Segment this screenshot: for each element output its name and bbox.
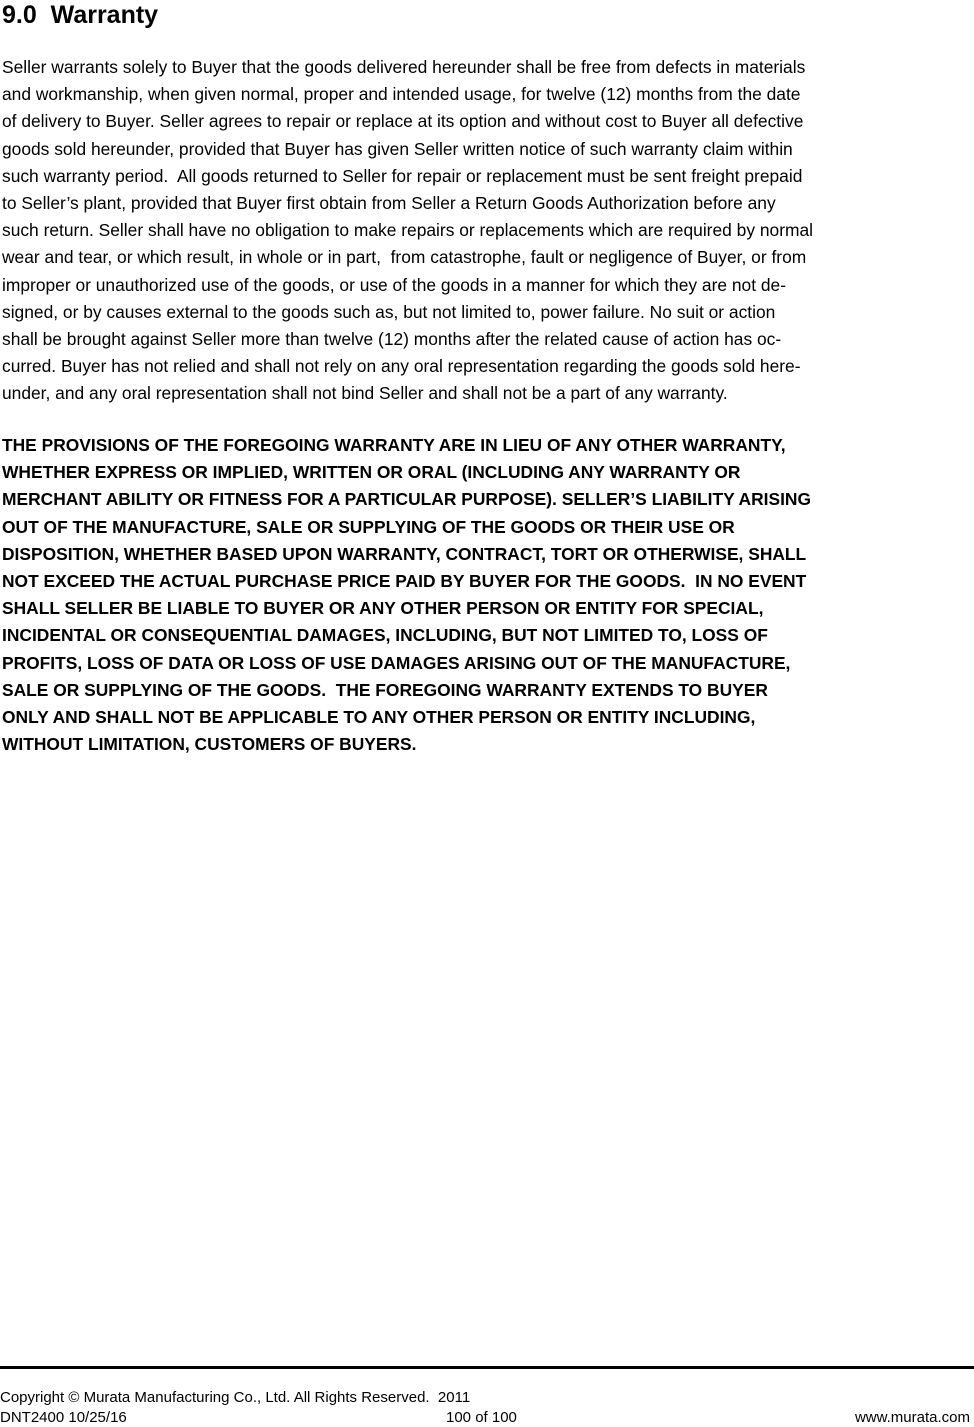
- paragraph-line: to Seller’s plant, provided that Buyer first obtain from Seller a Return Goods Authorization before any: [2, 193, 776, 214]
- disclaimer-line: SALE OR SUPPLYING OF THE GOODS. THE FOREGOING WARRANTY EXTENDS TO BUYER: [2, 679, 768, 700]
- paragraph-line: Seller warrants solely to Buyer that the goods delivered hereunder shall be free from defects in materials: [2, 57, 806, 77]
- paragraph-line: improper or unauthorized use of the goods, or use of the goods in a manner for which they are not de-: [2, 274, 787, 295]
- disclaimer-line: NOT EXCEED THE ACTUAL PURCHASE PRICE PAID BY BUYER FOR THE GOODS. IN NO EVENT: [2, 571, 807, 592]
- disclaimer-line: DISPOSITION, WHETHER BASED UPON WARRANTY, CONTRACT, TORT OR OTHERWISE, SHALL: [2, 543, 807, 564]
- disclaimer-line: WITHOUT LIMITATION, CUSTOMERS OF BUYERS.: [2, 734, 417, 755]
- paragraph-line: curred. Buyer has not relied and shall not rely on any oral representation regarding the goods sold here-: [2, 356, 801, 377]
- disclaimer-line: WHETHER EXPRESS OR IMPLIED, WRITTEN OR ORAL (INCLUDING ANY WARRANTY OR: [2, 462, 741, 483]
- disclaimer-line: SHALL SELLER BE LIABLE TO BUYER OR ANY OTHER PERSON OR ENTITY FOR SPECIAL,: [2, 598, 764, 619]
- paragraph-line: such return. Seller shall have no obligation to make repairs or replacements which are required by normal: [2, 220, 814, 241]
- paragraph-line: of delivery to Buyer. Seller agrees to repair or replace at its option and without cost to Buyer all defective: [2, 111, 804, 132]
- paragraph-line: shall be brought against Seller more than twelve (12) months after the related cause of action has oc-: [2, 329, 782, 350]
- footer-website-link[interactable]: www.murata.com: [854, 1409, 970, 1426]
- footer-document-id: DNT2400 10/25/16: [0, 1409, 127, 1426]
- footer-divider: [0, 1366, 974, 1369]
- warranty-disclaimer: [2, 432, 974, 758]
- paragraph-line: signed, or by causes external to the goods such as, but not limited to, power failure. No suit or action: [2, 301, 776, 322]
- footer-page-number: 100 of 100: [446, 1409, 517, 1426]
- disclaimer-line: PROFITS, LOSS OF DATA OR LOSS OF USE DAMAGES ARISING OUT OF THE MANUFACTURE,: [2, 652, 791, 673]
- paragraph-line: under, and any oral representation shall not bind Seller and shall not be a part of any warranty.: [2, 383, 728, 404]
- disclaimer-line: THE PROVISIONS OF THE FOREGOING WARRANTY ARE IN LIEU OF ANY OTHER WARRANTY,: [2, 435, 786, 455]
- paragraph-line: goods sold hereunder, provided that Buyer has given Seller written notice of such warranty claim within: [2, 138, 793, 159]
- paragraph-line: wear and tear, or which result, in whole or in part, from catastrophe, fault or negligence of Buyer, or from: [2, 247, 807, 268]
- footer-copyright: Copyright © Murata Manufacturing Co., Ltd. All Rights Reserved. 2011: [0, 1389, 471, 1406]
- paragraph-line: and workmanship, when given normal, proper and intended usage, for twelve (12) months from the date: [2, 84, 801, 105]
- disclaimer-line: OUT OF THE MANUFACTURE, SALE OR SUPPLYING OF THE GOODS OR THEIR USE OR: [2, 516, 735, 537]
- paragraph-line: such warranty period. All goods returned to Seller for repair or replacement must be sent freight prepaid: [2, 165, 803, 186]
- section-heading: 9.0 Warranty: [2, 1, 159, 29]
- disclaimer-line: INCIDENTAL OR CONSEQUENTIAL DAMAGES, INCLUDING, BUT NOT LIMITED TO, LOSS OF: [2, 625, 768, 646]
- warranty-paragraph: [2, 54, 974, 408]
- disclaimer-line: ONLY AND SHALL NOT BE APPLICABLE TO ANY OTHER PERSON OR ENTITY INCLUDING,: [2, 707, 756, 728]
- disclaimer-line: MERCHANT ABILITY OR FITNESS FOR A PARTICULAR PURPOSE). SELLER’S LIABILITY ARISING: [2, 489, 812, 510]
